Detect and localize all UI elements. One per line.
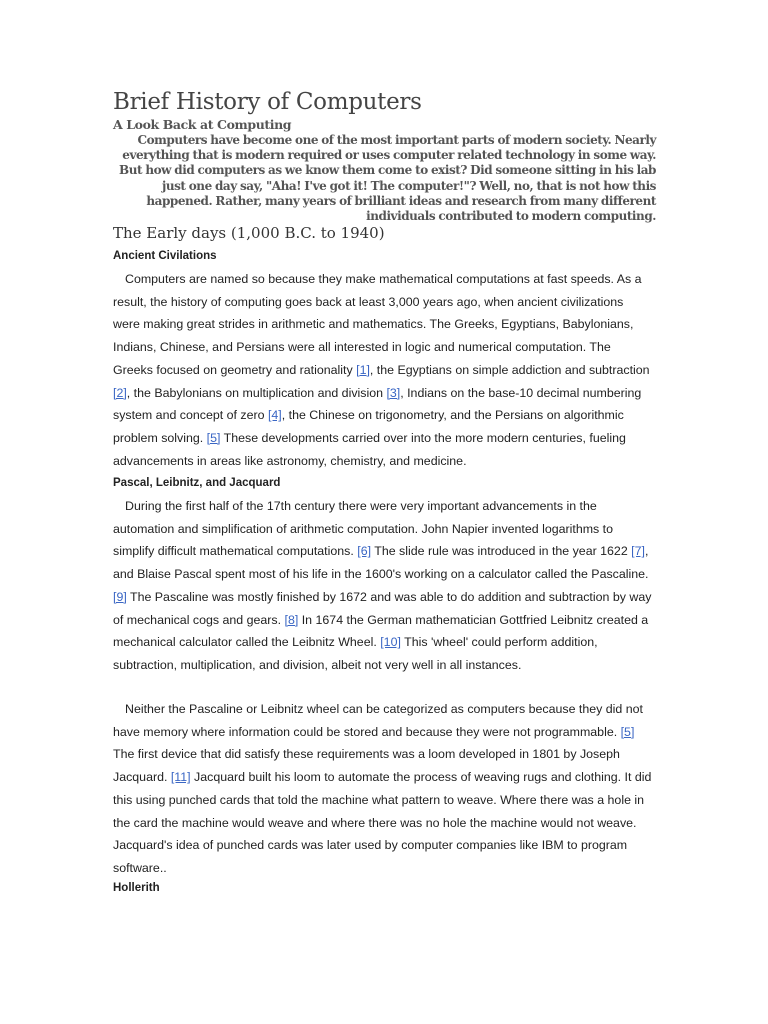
paragraph-text: Computers are named so because they make mathematical computations at fast speeds. As a result, the history of computing goes back at least 3,000 years ago, when ancient civilizations were making great strides in arithmetic and mathematics. The Greeks, Egyptians, Babylonians, Indians, Chinese, and Persians were all interested in logic and numerical computation. The Greeks focused on geometry and rationality [113, 272, 642, 377]
subheading-ancient-civilizations: Ancient Civilations [113, 250, 217, 262]
subheading-hollerith: Hollerith [113, 882, 160, 894]
citation-link[interactable]: [2] [113, 385, 127, 400]
citation-link[interactable]: [5] [206, 430, 221, 445]
citation-link[interactable]: [1] [356, 362, 370, 377]
citation-link[interactable]: [5] [620, 724, 635, 739]
subheading-pascal-leibnitz-jacquard: Pascal, Leibnitz, and Jacquard [113, 477, 281, 489]
paragraph-text: , and Blaise Pascal spent most of his life in the 1600's working on a calculator called the Pascaline. [113, 544, 649, 582]
paragraph-text: During the first half of the 17th century there were very important advancements in the automation and simplification of arithmetic computation. John Napier invented logarithms to simplify difficult mathematical computations. [113, 499, 614, 559]
paragraph-text: Neither the Pascaline or Leibnitz wheel can be categorized as computers because they did not have memory where information could be stored and because they were not programmable. [113, 702, 643, 739]
document-subtitle: A Look Back at Computing [113, 117, 292, 132]
paragraph-text: , the Chinese on trigonometry, and the Persians on algorithmic problem solving. [113, 408, 624, 445]
citation-link[interactable]: [6] [357, 544, 372, 559]
section-heading-early-days: The Early days (1,000 B.C. to 1940) [113, 224, 385, 242]
paragraph-text: Jacquard built his loom to automate the process of weaving rugs and clothing. It did this using punched cards that told the machine what pattern to weave. Where there was a hole in the card the machine would weave and where there was no hole the machine would not weave. Jacquard's idea of punched cards was later used by computer companies like IBM to program software.. [113, 770, 652, 875]
paragraph-text: The Pascaline was mostly finished by 1672 and was able to do addition and subtraction by way of mechanical cogs and gears. [113, 589, 652, 627]
paragraph-pascal-leibnitz [113, 495, 653, 677]
citation-link[interactable]: [9] [113, 589, 127, 604]
citation-link[interactable]: [7] [631, 544, 645, 559]
paragraph-text: The slide rule was introduced in the year 1622 [371, 544, 632, 559]
citation-link[interactable]: [11] [170, 770, 191, 785]
intro-paragraph: Computers have become one of the most important parts of modern society. Nearly everything that is modern required or uses computer related technology in some way. But how did computers as we know them come to exist? Did someone sitting in his lab just one day say, "Aha! I've got it! The computer!"? Well, no, that is not how this happened. Rather, many years of brilliant ideas and research from many different individuals contributed to modern computing. [119, 133, 656, 224]
paragraph-ancient-civilizations [113, 268, 653, 472]
paragraph-text: These developments carried over into the more modern centuries, fueling advancements in areas like astronomy, chemistry, and medicine. [113, 430, 626, 468]
paragraph-text: In 1674 the German mathematician Gottfried Leibnitz created a mechanical calculator called the Leibnitz Wheel. [113, 612, 649, 650]
citation-link[interactable]: [3] [386, 385, 401, 400]
paragraph-text: This 'wheel' could perform addition, subtraction, multiplication, and division, albeit not very well in all instances. [113, 635, 598, 672]
citation-link[interactable]: [10] [380, 635, 401, 650]
citation-link[interactable]: [8] [284, 612, 299, 627]
citation-link[interactable]: [4] [267, 408, 282, 423]
paragraph-text: , the Babylonians on multiplication and division [126, 385, 387, 400]
paragraph-text: , the Egyptians on simple addiction and subtraction [369, 362, 650, 377]
document-title: Brief History of Computers [113, 89, 422, 115]
paragraph-jacquard [113, 698, 653, 880]
paragraph-text: The first device that did satisfy these requirements was a loom developed in 1801 by Joseph Jacquard. [113, 747, 620, 785]
paragraph-text: , Indians on the base-10 decimal numbering system and concept of zero [113, 385, 642, 423]
